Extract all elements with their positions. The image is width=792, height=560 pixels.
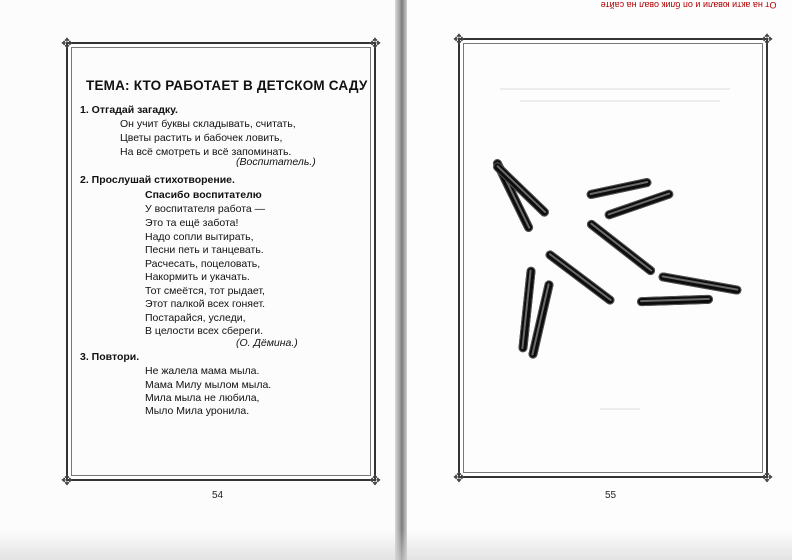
tongue-twister-line: Мама Милу мылом мыла. — [145, 379, 272, 391]
poem-author: (О. Дёмина.) — [236, 337, 298, 349]
page-bottom-shadow — [0, 530, 792, 560]
poem-line: Накормить и укачать. — [145, 271, 250, 283]
bleed-through-line — [500, 88, 730, 90]
poem-line: Надо сопли вытирать, — [145, 231, 254, 243]
tongue-twister-line: Мила мыла не любила, — [145, 392, 260, 404]
right-page-frame — [453, 31, 773, 485]
ornament-corner-icon: ✥ — [453, 31, 465, 47]
right-page-number: 55 — [605, 490, 617, 501]
poem-title: Спасибо воспитателю — [145, 189, 262, 201]
poem-line: Этот палкой всех гоняет. — [145, 298, 266, 310]
riddle-line: На всё смотреть и всё запоминать. — [120, 146, 292, 158]
ornament-corner-icon: ✥ — [761, 469, 773, 485]
section2-heading: 2. Прослушай стихотворение. — [80, 174, 235, 186]
tongue-twister-line: Не жалела мама мыла. — [145, 365, 260, 377]
bleed-through-line — [600, 408, 640, 410]
poem-line: Песни петь и танцевать. — [145, 244, 264, 256]
poem-line: Постарайся, уследи, — [145, 312, 246, 324]
book-gutter — [395, 0, 407, 560]
riddle-line: Цветы растить и бабочек ловить, — [120, 132, 283, 144]
poem-line: Тот смеётся, тот рыдает, — [145, 285, 265, 297]
ornament-corner-icon: ✥ — [61, 472, 73, 488]
left-page-number: 54 — [212, 490, 224, 501]
section1-heading: 1. Отгадай загадку. — [80, 104, 178, 116]
riddle-answer: (Воспитатель.) — [236, 156, 316, 168]
ornament-corner-icon: ✥ — [369, 35, 381, 51]
page-title: ТЕМА: КТО РАБОТАЕТ В ДЕТСКОМ САДУ — [86, 78, 368, 93]
ornament-corner-icon: ✥ — [761, 31, 773, 47]
bleed-through-line — [520, 100, 720, 102]
poem-line: В целости всех сбереги. — [145, 325, 263, 337]
poem-line: У воспитателя работа — — [145, 203, 266, 215]
section3-heading: 3. Повтори. — [80, 351, 140, 363]
riddle-line: Он учит буквы складывать, считать, — [120, 118, 296, 130]
mirrored-header-text: От на акти ювали и оп блик овал на сайте — [600, 0, 777, 10]
ornament-corner-icon: ✥ — [453, 469, 465, 485]
ornament-corner-icon: ✥ — [61, 35, 73, 51]
poem-line: Расчесать, поцеловать, — [145, 258, 261, 270]
poem-line: Это та ещё забота! — [145, 217, 239, 229]
ornament-corner-icon: ✥ — [369, 472, 381, 488]
tongue-twister-line: Мыло Мила уронила. — [145, 405, 250, 417]
